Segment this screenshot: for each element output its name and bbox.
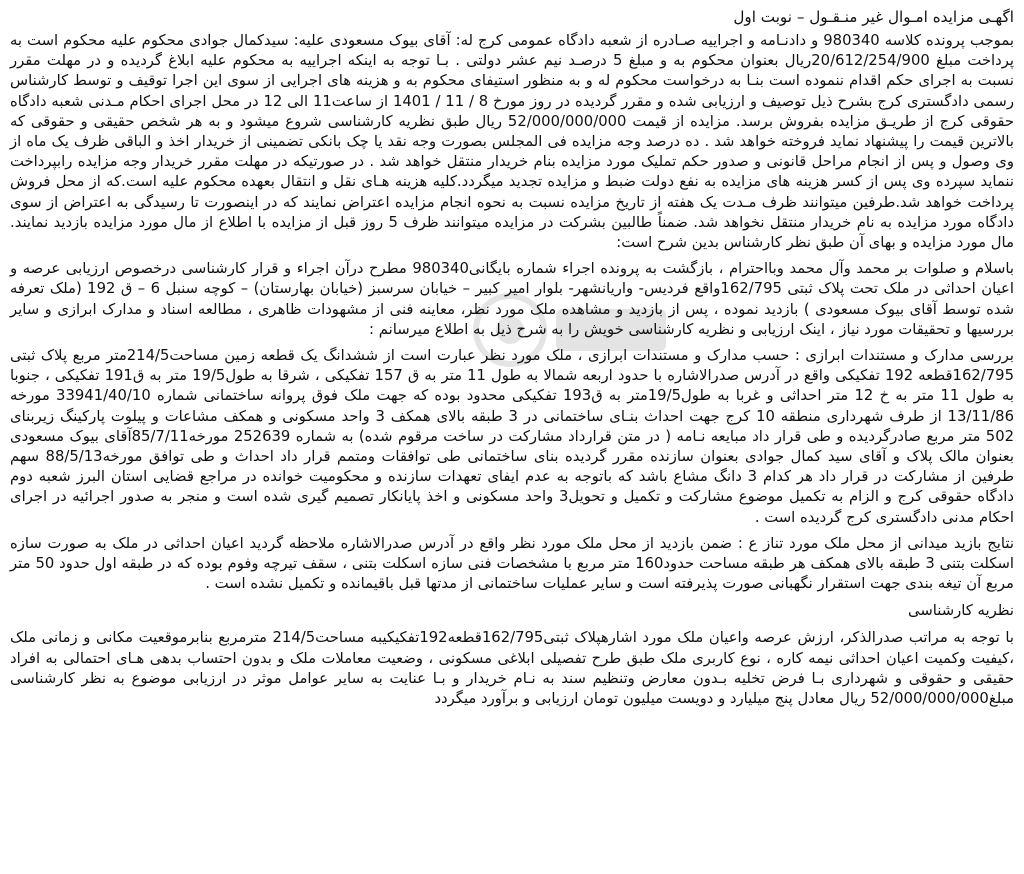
notice-paragraph-intro: بموجب پرونده کلاسه 980340 و دادنـامه و اجراییه صـادره از شعبه دادگاه عمومی کرج له: آقای بیوک مسعودی علیه: سیدکمال جوادی محکوم علیه محکوم است به پرداخت مبلغ 20/612/254/900ریال بعنوان محکوم به و مبلغ 5 درصـد نیم عشر دولتی . بـا توجه به اینکه اجراییه به محکوم علیه ابلاغ گردیده و در مهلت مقرر نسبت به اجرای حکم اقدام ننموده است بنـا به درخواست محکوم له و به منظور استیفای محکوم به و هزینه های اجرایی از سوی این اجرا توقیف و توسط کارشناس رسمی دادگستری کرج بشرح ذیل توصیف و ارزیابی شده و مقرر گردیده در روز مورخ 8 / 11 / 1401 از ساعت11 الی 12 در محل اجرای احکام مـدنی شعبه دادگاه حقوقی کرج از طریـق مزایده بفروش برسد. مزایده از قیمت 52/000/000/000 ریال طبق نظریه کارشناسی شروع میشود و به هر شخص حقیقی و حقوقی که بالاترین قیمت را پیشنهاد نماید فروخته خواهد شد . ده درصد وجه مزایده فی المجلس بصورت وجه نقد یا چک بانکی تضمینی از خریدار اخذ و الباقی ظرف یک ماه از وی وصول و پس از انجام مراحل قانونی و صدور حکم تملیک مورد مزایده بنام خریدار منتقل خواهد شد . در صورتیکه در مهلت مقرر خریدار وجه مزایده رابپرداخت ننماید سپرده وی پس از کسر هزینه های مزایده به نفع دولت ضبط و مزایده تجدید میگردد.کلیه هزینه هـای نقل و انتقال بعهده محکوم علیه است.که از محل فروش پرداخت خواهد شد.طرفین میتوانند ظرف مـدت یک هفته از تاریخ مزایده نسبت به نحوه انجام مزایده اعتراض نمایند که در اینصورت تا رسیدگی به اعتراض از سوی دادگاه مورد مزایده به نام خریدار منتقل نخواهد شد. ضمناً طالبین بشرکت در مزایده میتوانند ظرف 5 روز قبل از مزایده با اطلاع از مال مورد مزایده بازدید نمایند. مال مورد مزایده و بهای آن طبق نظر کارشناس بدین شرح است: (10, 32, 1015, 252)
expert-opinion-heading: نظریه کارشناسی (908, 602, 1014, 620)
notice-paragraph-greeting: باسلام و صلوات بر محمد وآل محمد وبااحترام ، بازگشت به پرونده اجراء شماره بایگانی980340 مطرح درآن اجراء و قرار کارشناسی درخصوص ارزیابی عرصه و اعیان احداثی در ملک تحت پلاک ثبتی 162/795واقع فردیس- واریانشهر- بلوار امیر کبیر – خیابان سرسبز (خیابان بهارستان) – کوچه سنبل 6 – ق 192 (ملک تعرفه شده توسط آقای بیوک مسعودی ) بازدید نموده ، پس از بازدید و مشاهده ملک مورد نظر، معاینه فنی از مشهودات ظاهری ، مطالعه اسناد و مدارک ابرازی و سایر بررسیها و تحقیقات مورد نیاز ، اینک ارزیابی و نظریه کارشناسی خویش را به شرح ذیل به اطلاع میرسانم : (10, 260, 1014, 338)
expert-opinion-paragraph: با توجه به مراتب صدرالذکر، ارزش عرصه واعیان ملک مورد اشارهپلاک ثبتی162/795قطعه192تفکیکیبه مساحت214/5 مترمربع بنابرموقعیت مکانی و زمانی ملک ،کیفیت وکمیت اعیان احداثی نیمه کاره ، نوع کاربری ملک طبق طرح تفصیلی ابلاغی مسکونی ، وضعیت معاملات ملک و بدون احتساب بدهی هـای احتمالی به افراد حقیقی و حقوقی و شهرداری بـا فرض تخلیه بـدون معارض وتنظیم سند به نـام خریدار و بـا عنایت به سایر عوامل موثر در ارزیابی موضوع به نظر کارشناسی مبلغ52/000/000/000 ریال معادل پنج میلیارد و دویست میلیون تومان ارزیابی و برآورد میگردد (10, 629, 1014, 708)
notice-title: اگهـی مزایده امـوال غیر منـقـول – نوبت اول (733, 8, 1014, 26)
notice-paragraph-inspection: نتایج بازید میدانی از محل ملک مورد تناز ع : ضمن بازدید از محل ملک مورد نظر واقع در آدرس صدرالاشاره ملاحظه گردید اعیان احداثی در ملک به صورت سازه اسکلت بتنی 3 طبقه بالای همکف هر طبقه مساحت حدود160 متر مربع با مشخصات فنی سازه اسکلت بتنی ، سقف تیرچه وفوم بوده که در طبقه اول حدود 50 متر مربع آن تیغه بندی جهت استقرار نگهبانی صورت پذیرفته است و سایر عملیات ساختمانی از مدتها قبل باقیمانده و تکمیل نشده است . (10, 534, 1014, 593)
notice-paragraph-documents: بررسی مدارک و مستندات ابرازی : حسب مدارک و مستندات ابرازی ، ملک مورد نظر عبارت است از ششدانگ یک قطعه زمین مساحت214/5متر مربع پلاک ثبتی 162/795قطعه 192 تفکیکی واقع در آدرس صدرالاشاره با حدود اربعه شمالا به طول 11 متر به ق 157 تفکیکی ، شرقا به طول19/5 متر به ق191 تفکیکی ، جنوبا به طول 11 متر به خ 12 متر احداثی و غربا به طول19/5متر به ق193 تفکیکی محدود بوده که جهت ملک فوق پروانه ساختمانی شماره 33941/40/10 مورخه 13/11/86 از طرف شهرداری منطقه 10 کرج جهت احداث بنـای ساختمانی در 3 طبقه بالای همکف 3 واحد مسکونی و همکف مشاعات و پیلوت پارکینگ زیربنای 502 متر مربع صادرگردیده و طی قرار داد مبایعه نـامه ( در متن قرارداد مشارکت در ساخت مرقوم شده) به شماره 252639 مورخه85/7/11آقای بیوک مسعودی بعنوان مالک پلاک و آقای سید کمال جوادی بعنوان سازنده مقرر گردیده بنای ساختمانی طی توافقات ومتمم قرار داد احداث و طی توافق مورخه88/5/13 سهم طرفین از مشارکت در قرار داد هر کدام 3 دانگ مشاع باشد که باتوجه به عدم ایفای تعهدات سازنده و محکومیت خوانده در مراجع قضایی استان البرز شعبه دوم دادگاه حقوقی کرج و الزام به تکمیل موضوع مشارکت و تکمیل و تحویل3 واحد مسکونی و اخذ پایانکار تصمیم گیری شده است و منجر به صدور اجرائیه در اجرای احکام مدنی دادگستری کرج گردیده است . (10, 347, 1015, 526)
